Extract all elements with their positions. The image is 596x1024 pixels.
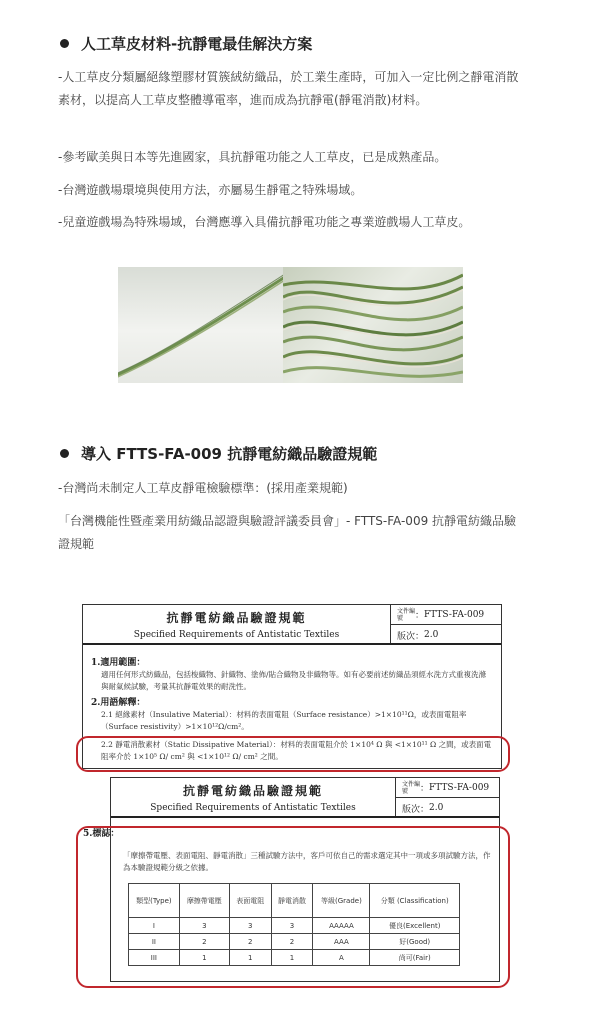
table-cell: 2 [179,934,229,950]
table-cell: AAA [313,934,370,950]
doc-version-label: 版次 [397,631,416,642]
table-cell: 3 [179,918,229,934]
section1-title: 人工草皮材料-抗靜電最佳解決方案 [81,35,313,53]
table-cell: 2 [229,934,271,950]
table-cell: 3 [229,918,271,934]
highlight-mark-section [76,826,510,988]
bullet-icon [60,449,69,458]
highlight-term-2 [76,736,510,772]
table-header-cell: 等級(Grade) [313,884,370,918]
section1-paragraph-4: -兒童遊戲場為特殊場域，台灣應導入具備抗靜電功能之專業遊戲場人工草皮。 [58,215,471,229]
section2-title: 導入 FTTS-FA-009 抗靜電紡織品驗證規範 [81,445,378,463]
table-cell: 3 [271,918,313,934]
doc-scope-heading: 1.適用範圍： [91,658,146,668]
section1-paragraph-2: -參考歐美與日本等先進國家，具抗靜電功能之人工草皮，已是成熟產品。 [58,150,447,164]
doc-term-1: 2.1 絕緣素材（Insulative Material）：材料的表面電阻（Surface resistance）>1×10¹¹Ω，或表面電阻率（Surface resistivity）>1×10¹²Ω/cm²。 [101,710,467,731]
doc-title-en: Specified Requirements of Antistatic Textiles [133,630,340,640]
fiber-photo-left [118,267,283,383]
doc-file-label-2: 文件編號 [402,780,421,795]
table-cell: III [129,950,180,966]
table-cell: 1 [271,950,313,966]
doc-scope-text: 適用任何形式紡織品，包括梭織物、針織物、塗佈/貼合織物及非織物等。如有必要前述紡織品須經水洗方式重複洗滌與耐氣候試驗，考量其抗靜電效果的耐洗性。 [101,670,487,691]
table-cell: 2 [271,934,313,950]
section2-heading [60,443,377,464]
doc-file-no-2: FTTS-FA-009 [429,782,490,793]
doc-file-no: FTTS-FA-009 [424,609,485,620]
doc-version-2: 2.0 [429,803,444,813]
table-cell: I [129,918,180,934]
doc-header: 抗靜電紡織品驗證規範 Specified Requirements of Antistatic Textiles 文件編號 ： FTTS-FA-009 版次 ： 2.0 [83,605,501,645]
doc-file-label: 文件編號 [397,607,416,622]
doc-version: 2.0 [424,630,439,640]
table-cell: 好(Good) [370,934,460,950]
doc-term-2: 2.2 靜電消散素材（Static Dissipative Material）：材料的表面電阻介於 1×10⁴ Ω 與 <1×10¹¹ Ω 之間，或表面電阻率介於 1×10⁵ Ω/ cm² 與 <1×10¹² Ω/ cm² 之間。 [101,740,492,761]
table-cell: 優良(Excellent) [370,918,460,934]
doc-title-en-2: Specified Requirements of Antistatic Textiles [150,803,356,813]
section1-heading [60,33,312,54]
section1-paragraph-1: -人工草皮分類屬絕緣塑膠材質簇絨紡織品，於工業生產時，可加入一定比例之靜電消散素材，以提高人工草皮整體導電率，進而成為抗靜電(靜電消散)材料。 [58,70,519,107]
table-cell: 1 [229,950,271,966]
doc-terms-heading: 2.用語解釋： [91,698,146,708]
table-header-cell: 類型(Type) [129,884,180,918]
doc-title-zh: 抗靜電紡織品驗證規範 [166,611,307,625]
doc-mark-heading: 5.標誌： [83,829,120,839]
table-cell: 尚可(Fair) [370,950,460,966]
table-cell: 1 [179,950,229,966]
section2-paragraph-2: 「台灣機能性暨產業用紡織品認證與驗證評議委員會」- FTTS-FA-009 抗靜電紡織品驗證規範 [58,514,517,551]
table-header-cell: 分類 (Classification) [370,884,460,918]
table-header-cell: 表面電阻 [229,884,271,918]
fiber-photo-right [283,267,463,383]
doc-header-2: 抗靜電紡織品驗證規範 Specified Requirements of Antistatic Textiles 文件編號 ： FTTS-FA-009 版次 ： 2.0 [111,778,499,818]
table-header-cell: 靜電消散 [271,884,313,918]
table-cell: II [129,934,180,950]
table-header-cell: 摩擦帶電壓 [179,884,229,918]
doc-title-zh-2: 抗靜電紡織品驗證規範 [182,784,323,798]
section1-paragraph-3: -台灣遊戲場環境與使用方法，亦屬易生靜電之特殊場域。 [58,183,363,197]
table-cell: AAAAA [313,918,370,934]
doc-mark-text: 「摩擦帶電壓、表面電阻、靜電消散」三種試驗方法中，客戶可依自己的需求選定其中一項或多項試驗方法，作為本驗證規範分級之依據。 [123,851,491,872]
doc-version-label-2: 版次 [402,804,421,815]
section2-paragraph-1: -台灣尚未制定人工草皮靜電檢驗標準：(採用產業規範) [58,481,348,495]
bullet-icon [60,39,69,48]
table-cell: A [313,950,370,966]
